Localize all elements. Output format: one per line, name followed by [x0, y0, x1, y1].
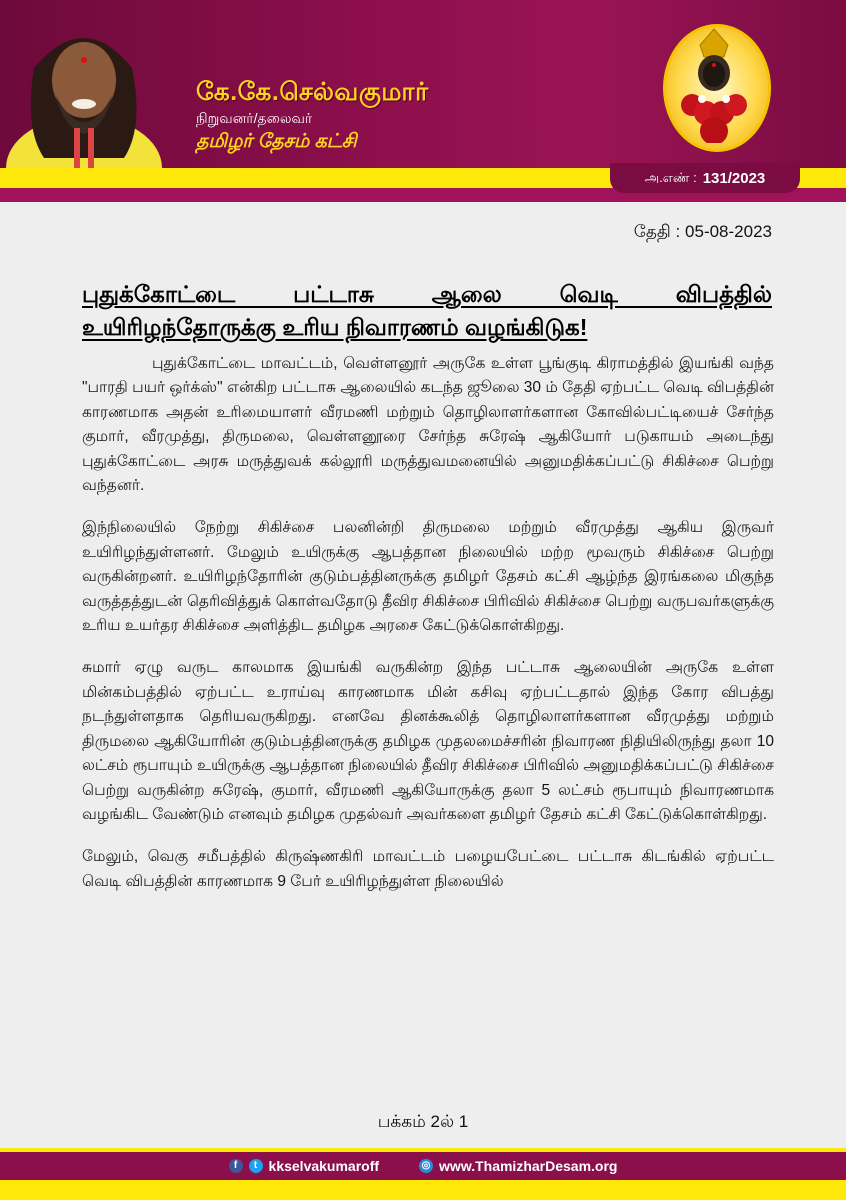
date-value: 05-08-2023 — [685, 222, 772, 241]
body-paragraph: மேலும், வெகு சமீபத்தில் கிருஷ்ணகிரி மாவட்டம் பழையபேட்டை பட்டாசு கிடங்கில் ஏற்பட்ட வெடி விபத்தின் காரணமாக 9 பேர் உயிரிழந்துள்ள நிலையில் — [82, 848, 774, 890]
title-line-1: புதுக்கோட்டை பட்டாசு ஆலை வெடி விபத்தில் — [82, 281, 772, 307]
leader-portrait — [4, 8, 164, 168]
website-link[interactable] — [419, 1158, 617, 1174]
body-paragraph: சுமார் ஏழு வருட காலமாக இயங்கி வருகின்ற இந்த பட்டாசு ஆலையின் அருகே உள்ள மின்கம்பத்தில் ஏற்பட்ட உராய்வு காரணமாக மின் கசிவு ஏற்பட்டதால் இந்த கோர விபத்து நடந்துள்ளதாக தெரியவருகிறது. எனவே தினக்கூலித் தொழிலாளர்களான வீரமுத்து மற்றும் திருமலை ஆகியோரின் குடும்பத்தினருக்கு தமிழக முதலமைச்சரின் நிவாரண நிதியிலிருந்து தலா 10 லட்சம் ரூபாயும் உயிருக்கு ஆபத்தான நிலையில் தீவிர சிகிச்சை பிரிவில் அனுமதிக்கப்பட்டு சிகிச்சை பெற்று வருகின்ற சுரேஷ், குமார், வீரமணி ஆகியோருக்கு தலா 5 லட்சம் ரூபாயும் நிவாரணமாக வழங்கிட வேண்டும் எனவும் தமிழக முதல்வர் அவர்களை தமிழர் தேசம் கட்சி கேட்டுக்கொள்கிறது. — [82, 659, 774, 823]
page-number: பக்கம் 2ல் 1 — [377, 1112, 469, 1131]
reference-number: 131/2023 — [702, 169, 766, 187]
leader-name: கே.கே.செல்வகுமார் — [196, 78, 429, 106]
website-url[interactable]: www.ThamizharDesam.org — [439, 1158, 618, 1174]
body-paragraph: புதுக்கோட்டை மாவட்டம், வெள்ளனூர் அருகே உள்ள பூங்குடி கிராமத்தில் இயங்கி வந்த "பாரதி பயர் ஒர்க்ஸ்" என்கிற பட்டாசு ஆலையில் கடந்த ஜூலை 30 ம் தேதி ஏற்பட்ட வெடி விபத்தின் காரணமாக அதன் உரிமையாளர் வீரமணி மற்றும் தொழிலாளர்களான கோவில்பட்டியைச் சேர்ந்த குமார், வீரமுத்து, திருமலை, வெள்ளனூரை சேர்ந்த சுரேஷ் ஆகியோர் படுகாயம் அடைந்து புதுக்கோட்டை அரசு மருத்துவக் கல்லூரி மருத்துவமனையில் அனுமதிக்கப்பட்டு சிகிச்சை பெற்று வந்தனர். — [82, 355, 774, 495]
reference-number-tab — [610, 163, 800, 193]
social-links — [229, 1158, 380, 1174]
letterhead-header — [0, 0, 846, 168]
twitter-icon[interactable]: t — [249, 1159, 263, 1173]
footer-bar — [0, 1152, 846, 1180]
date-line — [634, 222, 772, 244]
party-name: தமிழர் தேசம் கட்சி — [196, 131, 357, 152]
title-line-2: உயிரிழந்தோருக்கு உரிய நிவாரணம் வழங்கிடுக! — [82, 314, 588, 340]
body-content — [82, 352, 774, 912]
date-label: தேதி : — [633, 222, 681, 241]
facebook-icon[interactable]: f — [229, 1159, 243, 1173]
leader-role: நிறுவனர்/தலைவர் — [196, 110, 313, 126]
press-release-title — [82, 278, 772, 344]
social-handle[interactable]: kkselvakumaroff — [268, 1158, 380, 1174]
reference-label: அ.எண் : — [644, 169, 697, 185]
deity-image — [663, 24, 771, 152]
body-paragraph: இந்நிலையில் நேற்று சிகிச்சை பலனின்றி திருமலை மற்றும் வீரமுத்து ஆகிய இருவர் உயிரிழந்துள்ளனர். மேலும் உயிருக்கு ஆபத்தான நிலையில் மற்ற மூவரும் சிகிச்சை பெற்று வருகின்றனர். உயிரிழந்தோரின் குடும்பத்தினருக்கு தமிழர் தேசம் கட்சி ஆழ்ந்த இரங்கலை மிகுந்த வருத்தத்துடன் தெரிவித்துக் கொள்வதோடு தீவிர சிகிச்சை பிரிவில் சிகிச்சை பெற்று வருபவர்களுக்கு உரிய உயர்தர சிகிச்சை அளித்திட தமிழக அரசை கேட்டுக்கொள்கிறது. — [82, 519, 774, 635]
footer-bottom-band — [0, 1180, 846, 1200]
globe-icon: ◎ — [419, 1159, 433, 1173]
